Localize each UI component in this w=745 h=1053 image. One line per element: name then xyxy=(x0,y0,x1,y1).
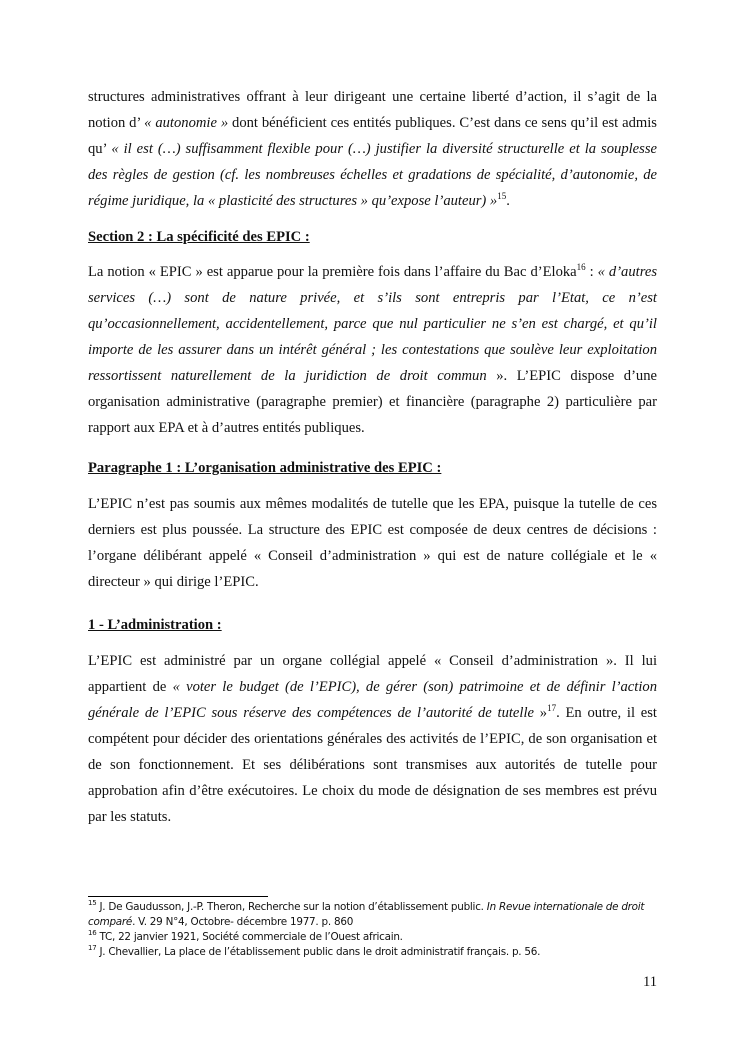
text-run: . V. 29 N°4, Octobre- décembre 1977. p. 860 xyxy=(132,916,354,928)
footnote-17 xyxy=(88,945,657,960)
footnote-16 xyxy=(88,930,657,945)
italic-quote: « il est (…) suffisamment flexible pour (…) justifier la diversité structurelle et la souplesse des règles de gestion (cf. les nombreuses échelles et gradations de spécialité, d’autonomie, de régime juridique, la « plasticité des structures » qu’expose l’auteur) » xyxy=(88,141,657,209)
footnotes xyxy=(88,900,657,960)
footnote-ref: 16 xyxy=(576,262,586,272)
text-run: . En outre, il est compétent pour décider des orientations générales des activités de l’EPIC, de son organisation et de son fonctionnement. Et ses délibérations sont transmises aux autorités de tutelle pour approbation afin d’être exécutoires. Le choix du mode de désignation de ses membres est prévu par les statuts. xyxy=(88,705,657,825)
heading-administration: 1 - L’administration : xyxy=(88,617,222,633)
text-run: structures administratives offrant à leur dirigeant une certaine liberté d’action, il s’agit de la notion d’ xyxy=(88,89,657,131)
footnote-ref: 15 xyxy=(497,191,507,201)
footnote-ref: 17 xyxy=(547,703,557,713)
paragraph-intro xyxy=(88,84,657,214)
text-run: L’EPIC est administré par un organe collégial appelé « Conseil d’administration ». Il lui appartient de xyxy=(88,653,657,695)
page-number: 11 xyxy=(642,974,657,990)
italic-quote: « autonomie » xyxy=(144,115,229,131)
italic-quote: « voter le budget (de l’EPIC), de gérer (son) patrimoine et de définir l’action générale de l’EPIC sous réserve des compétences de l’autorité de tutelle xyxy=(88,679,657,721)
text-run: J. De Gaudusson, J.-P. Theron, Recherche sur la notion d’établissement public. xyxy=(96,901,487,913)
text-run: J. Chevallier, La place de l’établissement public dans le droit administratif français. p. 56. xyxy=(96,946,541,958)
text-run: : xyxy=(585,264,598,280)
footnote-ref: 16 xyxy=(88,929,97,937)
heading-paragraphe-1: Paragraphe 1 : L’organisation administrative des EPIC : xyxy=(88,460,442,476)
text-run: ». L’EPIC dispose d’une organisation administrative (paragraphe premier) et financière (paragraphe 2) particulière par rapport aux EPA et à d’autres entités publiques. xyxy=(88,368,658,436)
text-run: TC, 22 janvier 1921, Société commerciale de l’Ouest africain. xyxy=(96,931,403,943)
text-run: dont bénéficient ces entités publiques. C’est dans ce sens qu’il est admis qu’ xyxy=(88,115,657,157)
footnote-15 xyxy=(88,900,657,930)
text-run: L’EPIC n’est pas soumis aux mêmes modalités de tutelle que les EPA, puisque la tutelle de ces derniers est plus poussée. La structure des EPIC est composée de deux centres de décisions : l’organe délibérant appelé « Conseil d’administration » qui est de nature collégiale et le « directeur » qui dirige l’EPIC. xyxy=(88,496,657,590)
italic-quote: In Revue internationale de droit comparé xyxy=(88,901,645,928)
paragraph-conseil xyxy=(88,648,657,830)
paragraph-tutelle xyxy=(88,491,657,595)
italic-quote: « d’autres services (…) sont de nature privée, et s’ils sont entrepris par l’Etat, ce n’est qu’occasionnellement, accidentellement, parce que nul particulier ne s’en est chargé, et qu’il importe de les assurer dans un intérêt général ; les contestations que soulève leur exploitation ressortissent naturellement de la juridiction de droit commun xyxy=(88,264,657,384)
text-run: » xyxy=(533,705,548,721)
footnote-divider xyxy=(88,896,268,897)
footnote-ref: 17 xyxy=(88,944,97,952)
text-run: . xyxy=(506,193,510,209)
paragraph-epic-notion xyxy=(88,259,657,441)
heading-section-2: Section 2 : La spécificité des EPIC : xyxy=(88,229,310,245)
text-run: La notion « EPIC » est apparue pour la première fois dans l’affaire du Bac d’Eloka xyxy=(88,264,577,280)
footnote-ref: 15 xyxy=(88,899,97,907)
